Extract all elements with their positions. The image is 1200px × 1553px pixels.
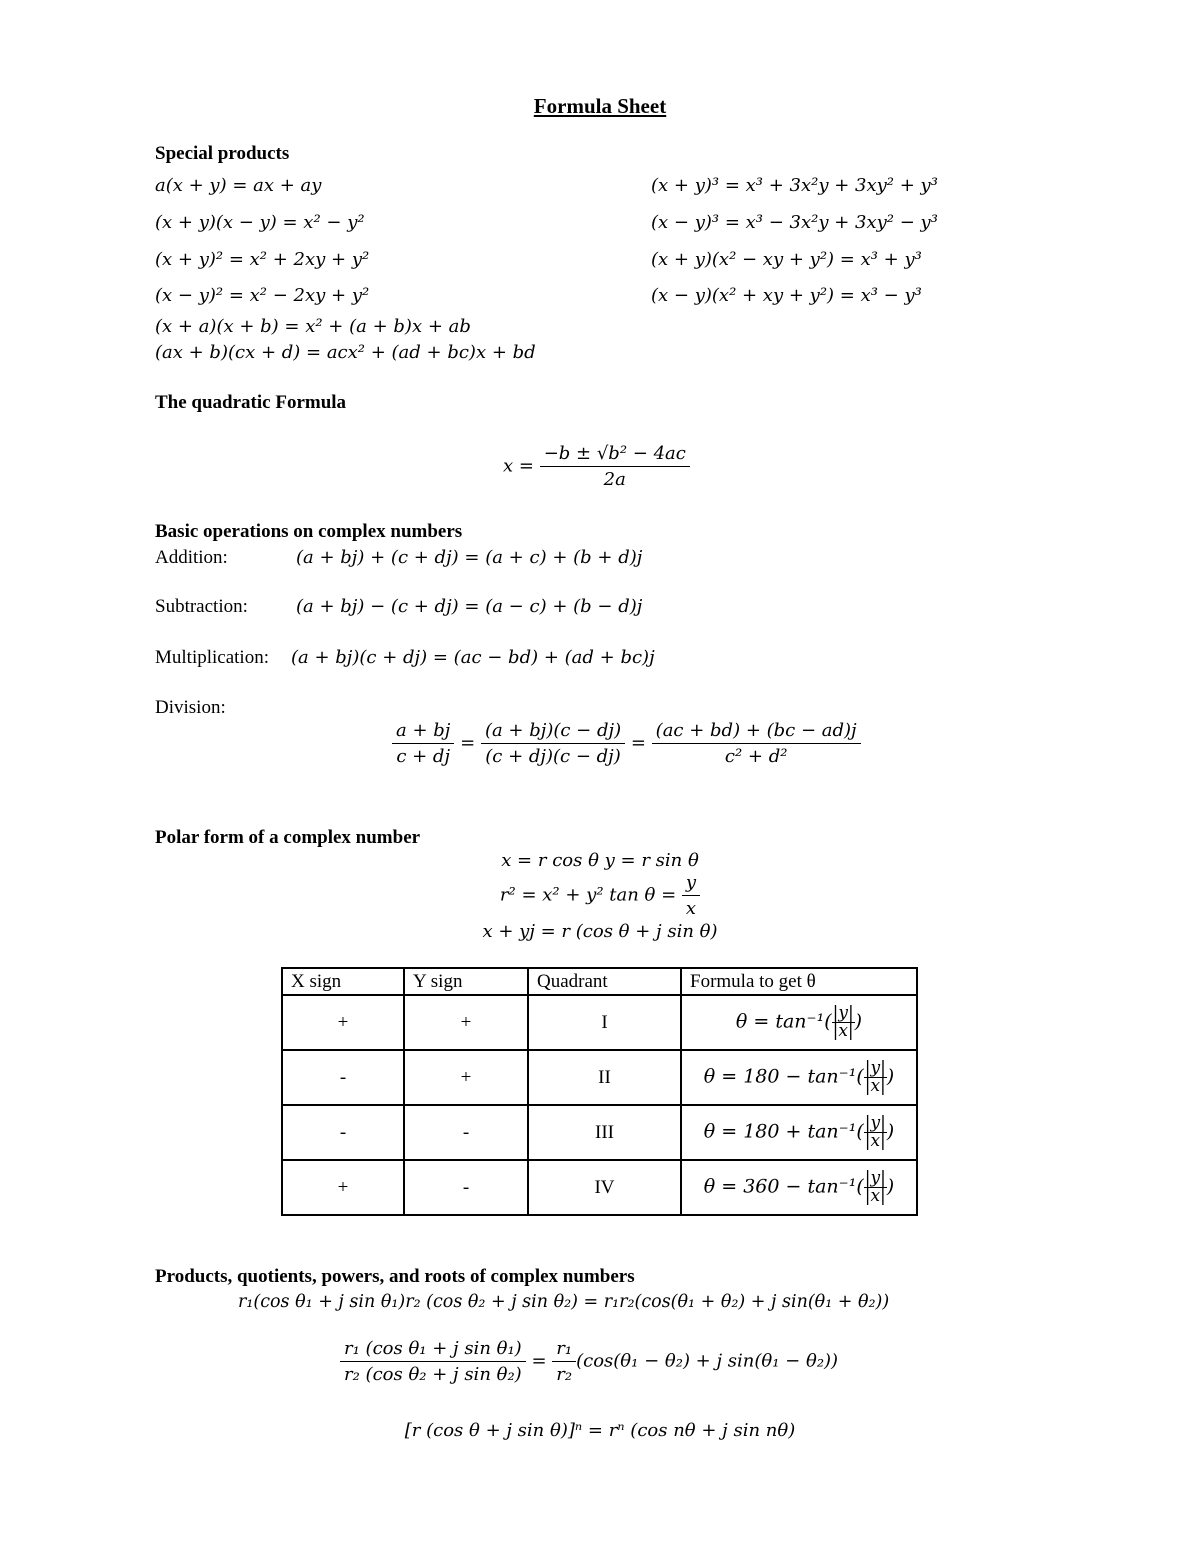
multiplication-formula: (a + bj)(c + dj) = (ac − bd) + (ad + bc)j <box>291 647 655 668</box>
quotient-r-fraction <box>552 1338 576 1385</box>
cell-formula <box>681 1105 917 1160</box>
quotient-r-numerator: r₁ <box>552 1338 576 1362</box>
quotient-equals: = <box>531 1350 547 1372</box>
quadratic-denominator: 2a <box>603 469 626 490</box>
polar-line-2-left: r² = x² + y² tan θ = <box>499 884 677 906</box>
quotient-denominator: r₂ (cos θ₂ + j sin θ₂) <box>344 1364 522 1385</box>
header-x-sign: X sign <box>282 968 404 995</box>
formula-suffix: ) <box>886 1065 895 1088</box>
cell-quadrant: I <box>528 995 681 1050</box>
cell-formula <box>681 995 917 1050</box>
abs-fraction <box>864 1115 887 1150</box>
polar-tan-numerator: y <box>682 872 700 896</box>
page-title: Formula Sheet <box>533 94 667 118</box>
division-f1-numerator: a + bj <box>392 720 454 744</box>
subtraction-label: Subtraction: <box>155 596 248 617</box>
quotient-r-denominator: r₂ <box>556 1364 573 1385</box>
quadratic-fraction <box>540 443 690 490</box>
formula-right-2: (x − y)³ = x³ − 3x²y + 3xy² − y³ <box>651 212 938 233</box>
quadratic-formula <box>503 443 690 490</box>
abs-denominator: |x| <box>832 1021 854 1041</box>
header-formula: Formula to get θ <box>681 968 917 995</box>
quotient-numerator: r₁ (cos θ₁ + j sin θ₁) <box>340 1338 526 1362</box>
header-y-sign: Y sign <box>404 968 528 995</box>
formula-left-6: (ax + b)(cx + d) = acx² + (ad + bc)x + bd <box>155 342 536 363</box>
division-f2-denominator: (c + dj)(c − dj) <box>485 746 621 767</box>
abs-numerator: |y| <box>864 1113 886 1133</box>
subtraction-formula: (a + bj) − (c + dj) = (a − c) + (b − d)j <box>296 596 643 617</box>
formula-right-4: (x − y)(x² + xy + y²) = x³ − y³ <box>651 285 922 306</box>
product-formula: r₁(cos θ₁ + j sin θ₁)r₂ (cos θ₂ + j sin θ₂) = r₁r₂(cos(θ₁ + θ₂) + j sin(θ₁ + θ₂)) <box>238 1292 890 1312</box>
division-fraction-2 <box>481 720 625 767</box>
table-row <box>282 1105 917 1160</box>
polar-heading: Polar form of a complex number <box>155 827 421 848</box>
header-quadrant: Quadrant <box>528 968 681 995</box>
formula-left-1: a(x + y) = ax + ay <box>155 175 322 196</box>
division-equals-1: = <box>460 732 476 754</box>
special-products-heading: Special products <box>155 143 290 164</box>
abs-denominator: |x| <box>864 1186 886 1206</box>
division-f2-numerator: (a + bj)(c − dj) <box>481 720 625 744</box>
abs-numerator: |y| <box>864 1168 886 1188</box>
cell-quadrant: II <box>528 1050 681 1105</box>
polar-line-3: x + yj = r (cos θ + j sin θ) <box>482 921 718 942</box>
division-label: Division: <box>155 697 226 718</box>
cell-formula <box>681 1160 917 1215</box>
quadratic-lhs: x = <box>503 455 534 477</box>
division-f3-denominator: c² + d² <box>724 746 788 767</box>
quadratic-numerator: −b ± √b² − 4ac <box>540 443 690 467</box>
cell-y-sign: + <box>404 1050 528 1105</box>
quotient-formula <box>340 1338 838 1385</box>
power-formula: [r (cos θ + j sin θ)]ⁿ = rⁿ (cos nθ + j sin nθ) <box>404 1420 796 1441</box>
table-row <box>282 1050 917 1105</box>
cell-formula <box>681 1050 917 1105</box>
cell-quadrant: III <box>528 1105 681 1160</box>
formula-left-5: (x + a)(x + b) = x² + (a + b)x + ab <box>155 316 471 337</box>
multiplication-label: Multiplication: <box>155 647 269 668</box>
cell-y-sign: - <box>404 1160 528 1215</box>
formula-prefix: θ = 180 + tan⁻¹( <box>703 1120 864 1143</box>
formula-right-3: (x + y)(x² − xy + y²) = x³ + y³ <box>651 249 922 270</box>
table-row <box>282 1160 917 1215</box>
abs-fraction <box>864 1060 887 1095</box>
abs-fraction <box>864 1170 887 1205</box>
addition-formula: (a + bj) + (c + dj) = (a + c) + (b + d)j <box>296 547 643 568</box>
quadratic-heading: The quadratic Formula <box>155 392 347 413</box>
complex-ops-heading: Basic operations on complex numbers <box>155 521 463 542</box>
polar-tan-fraction <box>682 872 700 919</box>
quotient-rest: (cos(θ₁ − θ₂) + j sin(θ₁ − θ₂)) <box>576 1350 839 1372</box>
cell-x-sign: + <box>282 995 404 1050</box>
table-header-row <box>282 968 917 995</box>
formula-suffix: ) <box>886 1175 895 1198</box>
division-f1-denominator: c + dj <box>396 746 451 767</box>
cell-x-sign: - <box>282 1050 404 1105</box>
division-equals-2: = <box>630 732 646 754</box>
formula-left-4: (x − y)² = x² − 2xy + y² <box>155 285 370 306</box>
quadrant-table <box>281 967 918 1216</box>
formula-prefix: θ = 360 − tan⁻¹( <box>703 1175 864 1198</box>
polar-line-2 <box>0 872 1200 919</box>
division-f3-numerator: (ac + bd) + (bc − ad)j <box>652 720 861 744</box>
division-formula <box>392 720 861 767</box>
abs-numerator: |y| <box>864 1058 886 1078</box>
formula-suffix: ) <box>854 1010 863 1033</box>
polar-tan-denominator: x <box>685 898 697 919</box>
division-fraction-3 <box>652 720 861 767</box>
division-fraction-1 <box>392 720 454 767</box>
cell-y-sign: + <box>404 995 528 1050</box>
table-row <box>282 995 917 1050</box>
formula-left-2: (x + y)(x − y) = x² − y² <box>155 212 365 233</box>
cell-quadrant: IV <box>528 1160 681 1215</box>
formula-left-3: (x + y)² = x² + 2xy + y² <box>155 249 370 270</box>
formula-suffix: ) <box>886 1120 895 1143</box>
abs-numerator: |y| <box>832 1003 854 1023</box>
abs-denominator: |x| <box>864 1076 886 1096</box>
quotient-fraction <box>340 1338 526 1385</box>
cell-x-sign: + <box>282 1160 404 1215</box>
addition-label: Addition: <box>155 547 228 568</box>
abs-denominator: |x| <box>864 1131 886 1151</box>
cell-y-sign: - <box>404 1105 528 1160</box>
formula-prefix: θ = 180 − tan⁻¹( <box>703 1065 864 1088</box>
products-heading: Products, quotients, powers, and roots of complex numbers <box>155 1266 635 1287</box>
formula-prefix: θ = tan⁻¹( <box>735 1010 832 1033</box>
cell-x-sign: - <box>282 1105 404 1160</box>
formula-right-1: (x + y)³ = x³ + 3x²y + 3xy² + y³ <box>651 175 938 196</box>
polar-line-1: x = r cos θ y = r sin θ <box>501 850 699 871</box>
abs-fraction <box>832 1005 855 1040</box>
